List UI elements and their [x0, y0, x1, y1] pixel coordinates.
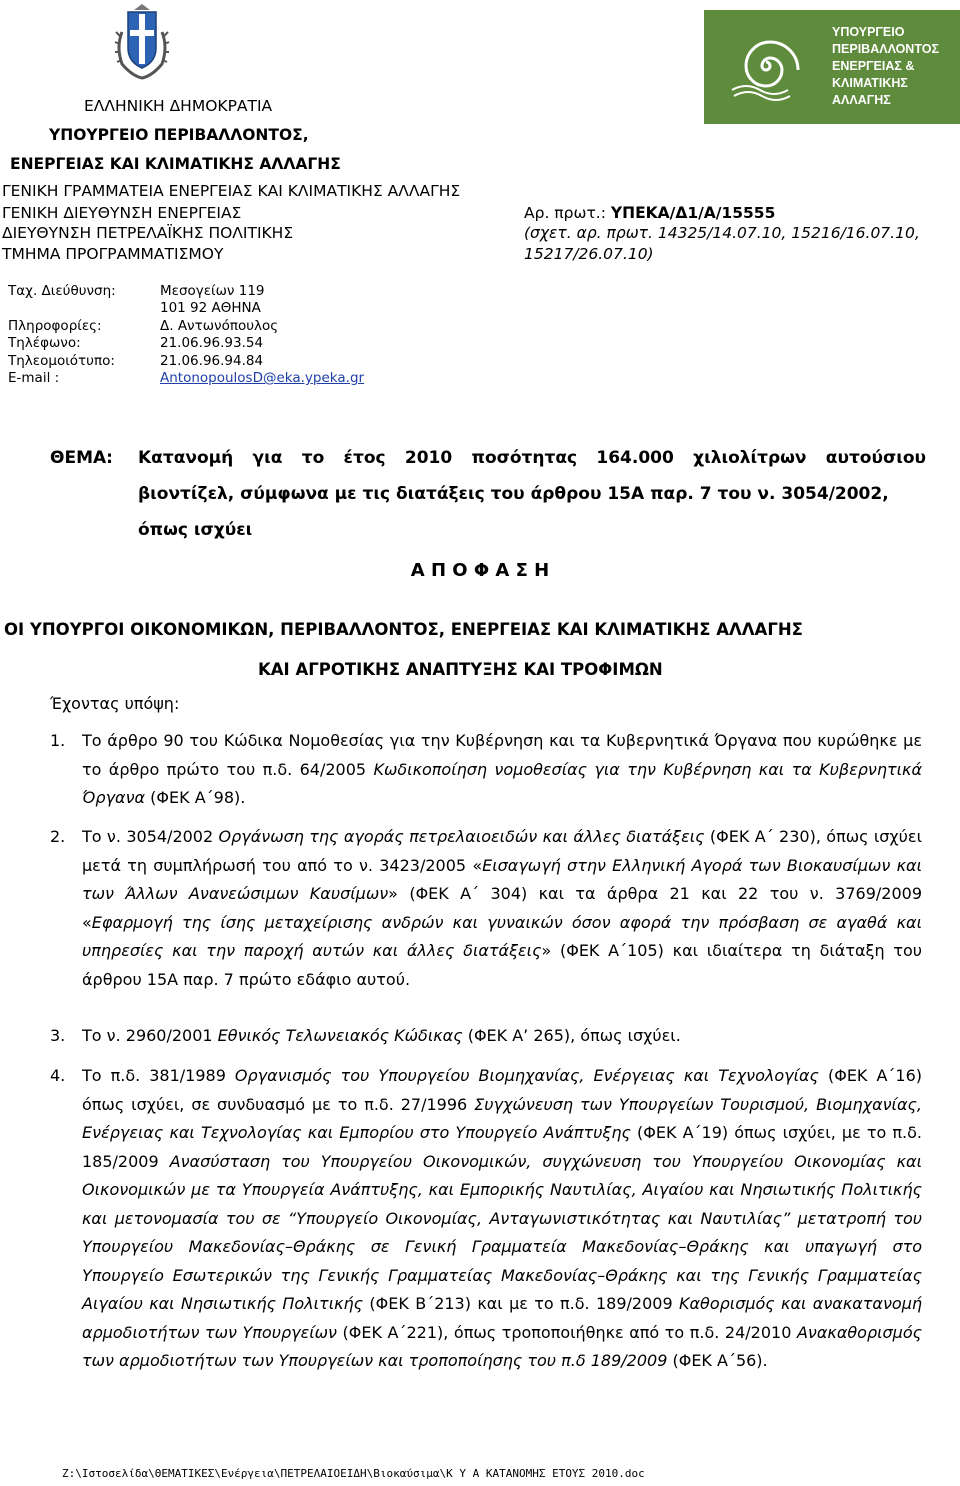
list-item — [50, 1022, 922, 1051]
spiral-logo-icon — [726, 26, 806, 106]
item-text-italic: Καθορισμός και ανακατανομή αρμοδιοτήτων των Υπουργείων — [82, 1294, 923, 1342]
logo-text-line2: ΠΕΡΙΒΑΛΛΟΝΤΟΣ — [832, 42, 939, 56]
item-text — [82, 1022, 922, 1051]
header-general-secretariat: ΓΕΝΙΚΗ ΓΡΑΜΜΑΤΕΙΑ ΕΝΕΡΓΕΙΑΣ ΚΑΙ ΚΛΙΜΑΤΙΚΗΣ ΑΛΛΑΓΗΣ — [2, 182, 461, 200]
subject-line-3: όπως ισχύει — [138, 520, 253, 540]
protocol-reference-2: 15217/26.07.10) — [524, 245, 654, 263]
item-text-part: (ΦΕΚ Α΄16) όπως ισχύει, σε συνδυασμό με το π.δ. 27/1996 — [82, 1066, 922, 1114]
email-link[interactable]: AntonopoulosD@eka.ypeka.gr — [160, 370, 365, 386]
item-number: 1. — [50, 731, 66, 750]
logo-text-line1: ΥΠΟΥΡΓΕΙΟ — [832, 25, 905, 39]
item-number: 4. — [50, 1066, 66, 1085]
item-text-italic: Ανασύσταση του Υπουργείου Οικονομικών, συγχώνευση του Υπουργείου Οικονομίας και Οικονομικών με τα Υπουργεία Ανάπτυξης, και Εμπορικής Ναυτιλίας, Αιγαίου και Νησιωτικής Πολιτικής και μετονομασία του σε “Υπουργείο Οικονομίας, Ανταγωνιστικότητας και Ναυτιλίας” μετατροπή του Υπουργείου Μακεδονίας–Θράκης σε Γενική Γραμματεία Μακεδονίας–Θράκης και υπαγωγή στο Υπουργείο Εσωτερικών της Γενικής Γραμματείας Μακεδονίας–Θράκης και της Γενικής Γραμματείας Αιγαίου και Νησιωτικής Πολιτικής — [82, 1151, 923, 1313]
item-text-italic: Κωδικοποίηση νομοθεσίας για την Κυβέρνηση και τα Κυβερνητικά Όργανα — [82, 759, 922, 807]
considering-label: Έχοντας υπόψη: — [50, 694, 180, 713]
header-general-directorate: ΓΕΝΙΚΗ ΔΙΕΥΘΥΝΣΗ ΕΝΕΡΓΕΙΑΣ — [2, 204, 242, 222]
list-item — [50, 1062, 922, 1376]
item-number: 3. — [50, 1026, 66, 1045]
item-text-italic: Οργανισμός του Υπουργείου Βιομηχανίας, Ενέργειας και Τεχνολογίας — [234, 1066, 819, 1085]
item-text-part: Το π.δ. 381/1989 — [82, 1066, 235, 1085]
item-text — [82, 1062, 922, 1376]
ministers-line-2: ΚΑΙ ΑΓΡΟΤΙΚΗΣ ΑΝΑΠΤΥΞΗΣ ΚΑΙ ΤΡΟΦΙΜΩΝ — [258, 660, 663, 679]
phone-number: 21.06.96.93.54 — [160, 335, 264, 351]
address-label: Ταχ. Διεύθυνση: — [8, 283, 116, 299]
subject-label: ΘΕΜΑ: — [50, 448, 113, 468]
item-text-italic: Εφαρμογή της ίσης μεταχείρισης ανδρών και γυναικών όσον αφορά την πρόσβαση σε αγαθά και υπηρεσίες και την παροχή αυτών και άλλες διατάξεις — [82, 912, 922, 960]
phone-label: Τηλέφωνο: — [8, 335, 81, 351]
item-text-part: (ΦΕΚ Α΄56). — [667, 1351, 768, 1370]
email-label: E-mail : — [8, 370, 60, 386]
item-text-part: (ΦΕΚ Α΄98). — [145, 788, 246, 807]
logo-text-line4: ΚΛΙΜΑΤΙΚΗΣ — [832, 76, 908, 90]
coat-of-arms-emblem — [112, 2, 172, 82]
address-street: Μεσογείων 119 — [160, 283, 265, 299]
list-item — [50, 727, 922, 813]
ministry-logo — [704, 10, 960, 124]
item-text — [82, 823, 922, 994]
protocol-reference-1: (σχετ. αρ. πρωτ. 14325/14.07.10, 15216/16.07.10, — [524, 224, 920, 242]
item-text-italic: Εισαγωγή στην Ελληνική Αγορά των Βιοκαυσίμων και των Άλλων Ανανεώσιμων Καυσίμων — [82, 855, 922, 903]
fax-label: Τηλεομοιότυπο: — [8, 353, 115, 369]
header-ministry-line1: ΥΠΟΥΡΓΕΙΟ ΠΕΡΙΒΑΛΛΟΝΤΟΣ, — [49, 126, 309, 144]
decision-title: Α Π Ο Φ Α Σ Η — [410, 560, 550, 581]
item-text-part: Το άρθρο 90 του Κώδικα Νομοθεσίας για την Κυβέρνηση και τα Κυβερνητικά Όργανα που κυρώθηκε με το άρθρο πρώτο του π.δ. 64/2005 — [82, 731, 922, 779]
item-text-part: (ΦΕΚ Β΄213) και με το π.δ. 189/2009 — [363, 1294, 679, 1313]
item-text-part: (ΦΕΚ Α’ 265), όπως ισχύει. — [462, 1026, 681, 1045]
logo-text-line3: ΕΝΕΡΓΕΙΑΣ & — [832, 59, 915, 73]
list-item — [50, 823, 922, 994]
info-label: Πληροφορίες: — [8, 318, 102, 334]
subject-line-2: βιοντίζελ, σύμφωνα με τις διατάξεις του άρθρου 15Α παρ. 7 του ν. 3054/2002, — [138, 484, 889, 504]
item-text — [82, 727, 922, 813]
ministers-line-1: ΟΙ ΥΠΟΥΡΓΟΙ ΟΙΚΟΝΟΜΙΚΩΝ, ΠΕΡΙΒΑΛΛΟΝΤΟΣ, ΕΝΕΡΓΕΙΑΣ ΚΑΙ ΚΛΙΜΑΤΙΚΗΣ ΑΛΛΑΓΗΣ — [4, 620, 803, 639]
protocol-value: ΥΠΕΚΑ/Δ1/Α/15555 — [610, 204, 776, 222]
footer-file-path: Z:\Ιστοσελίδα\ΘΕΜΑΤΙΚΕΣ\Ενέργεια\ΠΕΤΡΕΛΑΙΟΕΙΔΗ\Βιοκαύσιμα\Κ Υ Α ΚΑΤΑΝΟΜΗΣ ΕΤΟΥΣ 2010.doc — [62, 1467, 645, 1480]
logo-text-line5: ΑΛΛΑΓΗΣ — [832, 93, 891, 107]
protocol-number — [524, 203, 775, 223]
item-text-part: Το ν. 3054/2002 — [82, 827, 219, 846]
header-ministry-line2: ΕΝΕΡΓΕΙΑΣ ΚΑΙ ΚΛΙΜΑΤΙΚΗΣ ΑΛΛΑΓΗΣ — [10, 155, 341, 173]
item-text-part: (ΦΕΚ Α΄221), όπως τροποποιήθηκε από το π.δ. 24/2010 — [336, 1322, 797, 1342]
item-text-part: (ΦΕΚ Α΄ 230), όπως ισχύει μετά τη συμπλήρωσή του από το ν. 3423/2005 « — [82, 827, 922, 875]
item-text-part: » (ΦΕΚ Α΄ 304) και τα άρθρα 21 και 22 του ν. 3769/2009 « — [82, 884, 923, 932]
item-text-italic: Οργάνωση της αγοράς πετρελαιοειδών και άλλες διατάξεις — [218, 827, 705, 846]
fax-number: 21.06.96.94.84 — [160, 353, 264, 369]
header-country: ΕΛΛΗΝΙΚΗ ΔΗΜΟΚΡΑΤΙΑ — [84, 97, 273, 115]
item-text-part: » (ΦΕΚ Α΄105) και ιδιαίτερα τη διάταξη του άρθρου 15Α παρ. 7 πρώτο εδάφιο αυτού. — [82, 941, 922, 989]
item-number: 2. — [50, 827, 66, 846]
subject-line-1: Κατανομή για το έτος 2010 ποσότητας 164.000 χιλιολίτρων αυτούσιου — [138, 448, 926, 468]
item-text-italic: Συγχώνευση των Υπουργείων Τουρισμού, Βιομηχανίας, Ενέργειας και Τεχνολογίας και Εμπορίου στο Υπουργείο Ανάπτυξης — [82, 1094, 922, 1142]
header-department: ΤΜΗΜΑ ΠΡΟΓΡΑΜΜΑΤΙΣΜΟΥ — [2, 245, 224, 263]
protocol-label: Αρ. πρωτ.: — [524, 204, 606, 222]
address-city: 101 92 ΑΘΗΝΑ — [160, 300, 261, 316]
item-text-part: (ΦΕΚ Α΄19) όπως ισχύει, με το π.δ. 185/2009 — [82, 1123, 923, 1171]
item-text-italic: Εθνικός Τελωνειακός Κώδικας — [217, 1026, 463, 1045]
item-text-part: Το ν. 2960/2001 — [82, 1026, 218, 1045]
item-text-italic: Ανακαθορισμός των αρμοδιοτήτων των Υπουργείων και τροποποίησης του π.δ 189/2009 — [82, 1322, 923, 1370]
header-directorate: ΔΙΕΥΘΥΝΣΗ ΠΕΤΡΕΛΑΪΚΗΣ ΠΟΛΙΤΙΚΗΣ — [2, 224, 294, 242]
info-person: Δ. Αντωνόπουλος — [160, 318, 279, 334]
